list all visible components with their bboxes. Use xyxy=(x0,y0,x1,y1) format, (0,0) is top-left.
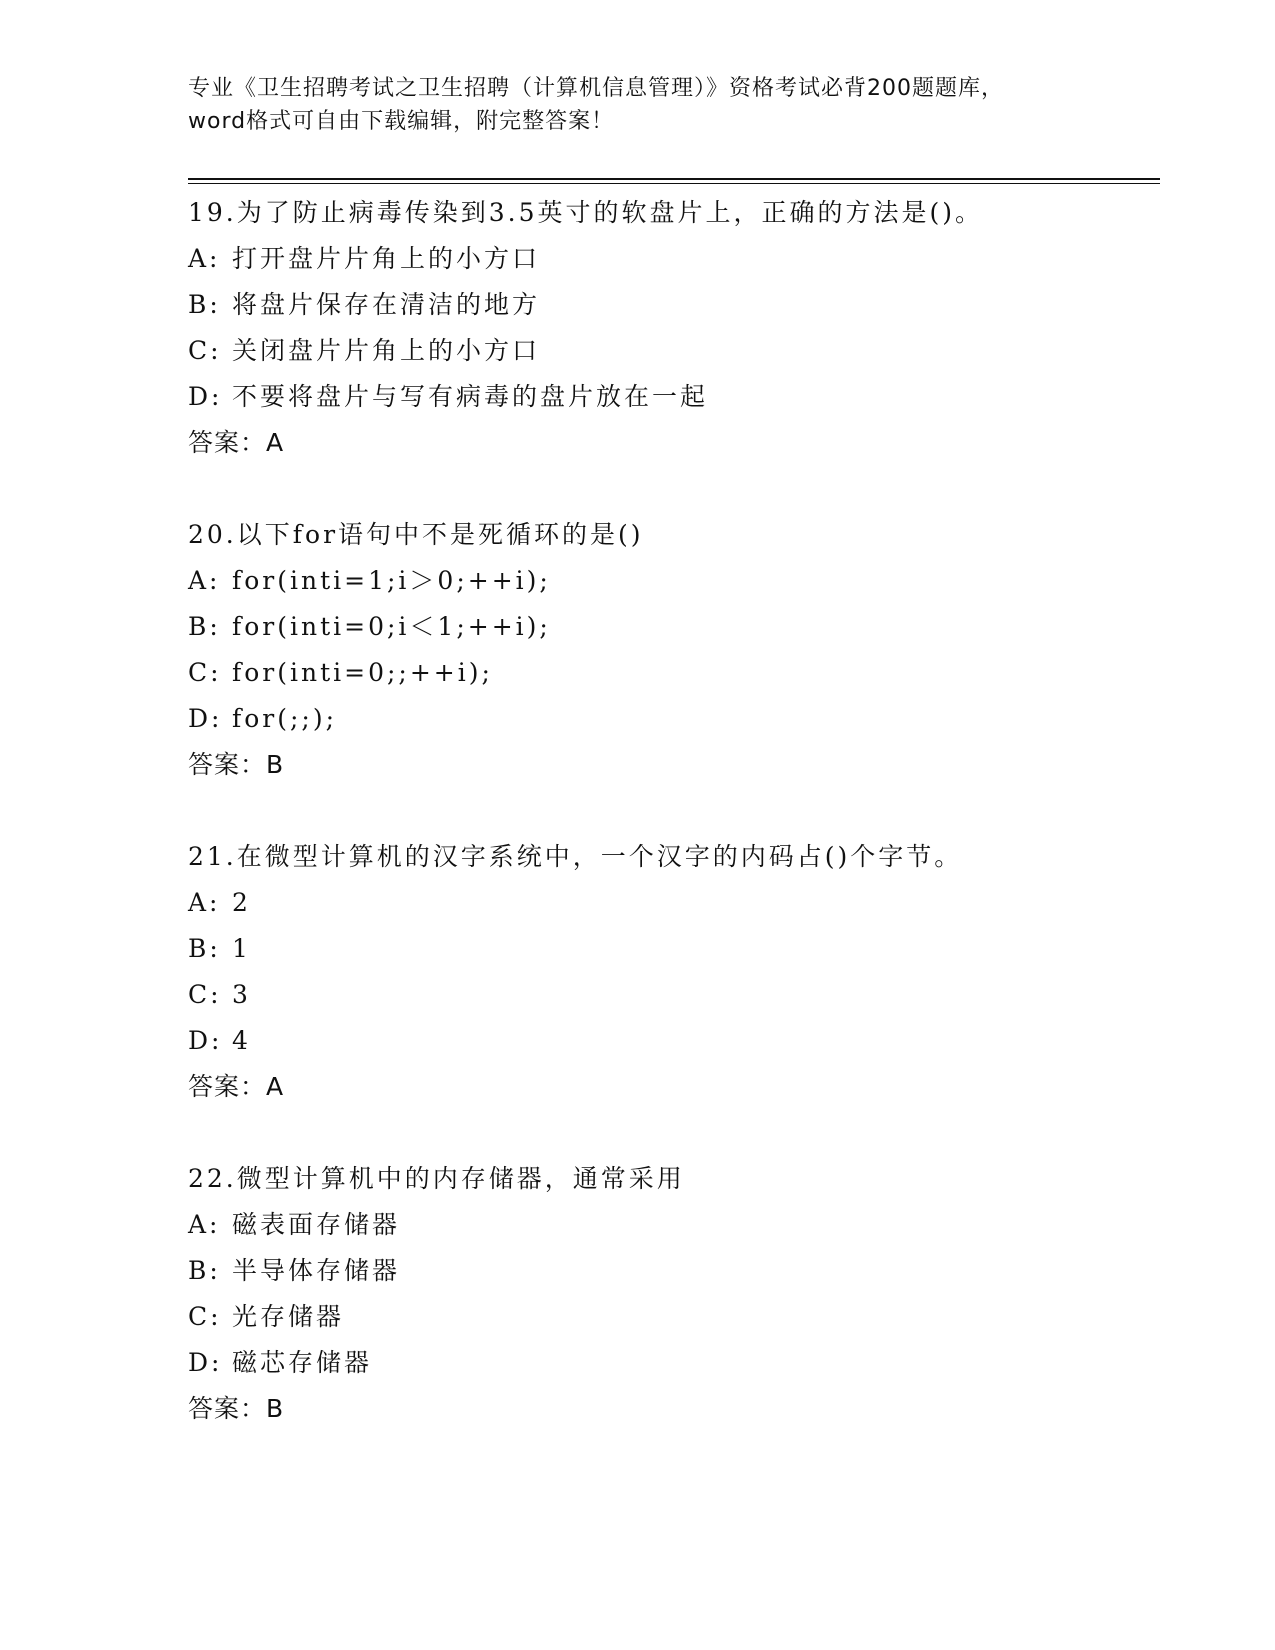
option-key: B: xyxy=(188,934,221,963)
option-key: B: xyxy=(188,290,221,319)
option-d xyxy=(188,696,1148,742)
option-key: A: xyxy=(188,1210,221,1239)
option-text: 3 xyxy=(232,980,251,1009)
option-key: B: xyxy=(188,612,221,641)
option-d xyxy=(188,1018,1148,1064)
option-text: for(inti=1;i＞0;++i); xyxy=(232,566,551,595)
question-19 xyxy=(188,190,1148,466)
answer-line: 答案：B xyxy=(188,1394,285,1423)
question-stem: 21.在微型计算机的汉字系统中，一个汉字的内码占()个字节。 xyxy=(188,842,963,871)
answer-line: 答案：B xyxy=(188,750,285,779)
option-text: 磁芯存储器 xyxy=(232,1348,373,1377)
option-b xyxy=(188,282,1148,328)
option-key: A: xyxy=(188,888,221,917)
option-key: D: xyxy=(188,704,223,733)
option-c xyxy=(188,972,1148,1018)
option-a xyxy=(188,880,1148,926)
answer-line: 答案：A xyxy=(188,1072,285,1101)
question-22 xyxy=(188,1156,1148,1432)
option-text: for(inti=0;i＜1;++i); xyxy=(232,612,551,641)
option-a xyxy=(188,236,1148,282)
question-stem: 22.微型计算机中的内存储器，通常采用 xyxy=(188,1164,685,1193)
header-title-line-1: 专业《卫生招聘考试之卫生招聘（计算机信息管理）》资格考试必背200题题库， xyxy=(188,76,1004,101)
option-text: for(inti=0;;++i); xyxy=(232,658,493,687)
option-text: 将盘片保存在清洁的地方 xyxy=(232,290,541,319)
option-b xyxy=(188,1248,1148,1294)
option-key: A: xyxy=(188,244,221,273)
option-key: A: xyxy=(188,566,221,595)
option-key: B: xyxy=(188,1256,221,1285)
header-title-line-2: word格式可自由下载编辑，附完整答案！ xyxy=(188,109,615,134)
option-c xyxy=(188,650,1148,696)
option-key: C: xyxy=(188,658,222,687)
option-text: 4 xyxy=(232,1026,251,1055)
option-text: 磁表面存储器 xyxy=(232,1210,401,1239)
option-text: for(;;); xyxy=(232,704,338,733)
answer-line: 答案：A xyxy=(188,428,285,457)
option-d xyxy=(188,1340,1148,1386)
option-key: D: xyxy=(188,1026,223,1055)
option-d xyxy=(188,374,1148,420)
document-header xyxy=(188,72,1088,138)
option-key: D: xyxy=(188,1348,223,1377)
option-text: 1 xyxy=(232,934,251,963)
option-text: 半导体存储器 xyxy=(232,1256,401,1285)
option-b xyxy=(188,604,1148,650)
option-text: 不要将盘片与写有病毒的盘片放在一起 xyxy=(232,382,709,411)
option-a xyxy=(188,1202,1148,1248)
question-20 xyxy=(188,512,1148,788)
question-list xyxy=(188,190,1148,1478)
option-b xyxy=(188,926,1148,972)
option-c xyxy=(188,1294,1148,1340)
option-text: 2 xyxy=(232,888,251,917)
header-divider-thin xyxy=(188,183,1160,184)
option-text: 关闭盘片片角上的小方口 xyxy=(232,336,541,365)
option-key: C: xyxy=(188,980,222,1009)
question-stem: 19.为了防止病毒传染到3.5英寸的软盘片上，正确的方法是()。 xyxy=(188,198,984,227)
option-a xyxy=(188,558,1148,604)
question-stem: 20.以下for语句中不是死循环的是() xyxy=(188,520,644,549)
header-divider-thick xyxy=(188,178,1160,180)
option-key: D: xyxy=(188,382,223,411)
option-text: 打开盘片片角上的小方口 xyxy=(232,244,541,273)
option-text: 光存储器 xyxy=(232,1302,345,1331)
option-key: C: xyxy=(188,336,222,365)
option-c xyxy=(188,328,1148,374)
question-21 xyxy=(188,834,1148,1110)
option-key: C: xyxy=(188,1302,222,1331)
